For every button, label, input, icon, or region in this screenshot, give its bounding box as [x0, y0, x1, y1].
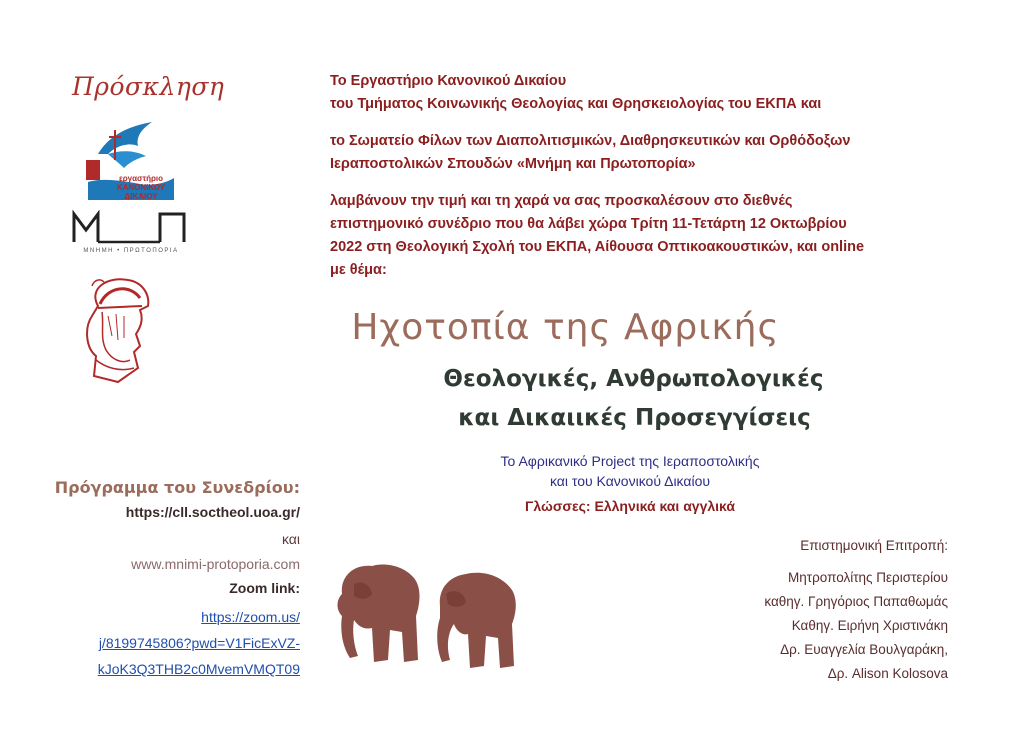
- subtitle-text: και Δικαιικές Προσεγγίσεις: [458, 405, 811, 431]
- elephant-icon: [332, 560, 432, 670]
- link-mnimi[interactable]: www.mnimi-protoporia.com: [131, 556, 300, 572]
- intro-line: του Τμήματος Κοινωνικής Θεολογίας και Θρησκειολογίας του ΕΚΠΑ και: [330, 96, 822, 112]
- project-line: και του Κανονικού Δικαίου: [549, 473, 711, 489]
- invitation-title: Πρόσκληση: [72, 72, 225, 101]
- intro-line: το Σωματείο Φίλων των Διαπολιτισμικών, Διαθρησκευτικών και Ορθόδοξων: [330, 133, 851, 149]
- committee-member: Μητροπολίτης Περιστερίου: [787, 570, 948, 585]
- mnimi-protoporia-icon: [72, 210, 190, 244]
- committee: [764, 534, 948, 686]
- program-heading: Πρόγραμμα του Συνεδρίου:: [54, 478, 300, 497]
- zoom-label: Zoom link:: [229, 580, 300, 596]
- canon-law-lab-label: εργαστήριο ΚΑΝΟΝΙΚΟΥ ΔΙΚΑΙΟΥ: [116, 174, 166, 201]
- canon-law-lab-logo: [80, 120, 180, 202]
- committee-member: Καθηγ. Ειρήνη Χριστινάκη: [791, 618, 948, 633]
- link-cll[interactable]: https://cll.soctheol.uoa.gr/: [125, 504, 300, 520]
- zoom-link-line[interactable]: kJoK3Q3THB2c0MvemVMQT09: [97, 661, 300, 677]
- languages: Γλώσσες: Ελληνικά και αγγλικά: [525, 498, 735, 514]
- zoom-link-line[interactable]: j/8199745806?pwd=V1FicExVZ-: [98, 635, 300, 651]
- committee-heading: Επιστημονική Επιτροπή:: [800, 538, 948, 553]
- intro-line: λαμβάνουν την τιμή και τη χαρά να σας προσκαλέσουν στο διεθνές: [330, 193, 793, 209]
- conference-subtitle-2: [0, 405, 1024, 431]
- intro-paragraph-2: [330, 130, 970, 176]
- committee-member: Δρ. Alison Kolosova: [827, 666, 948, 681]
- zoom-link[interactable]: [98, 604, 300, 682]
- conference-subtitle-1: [0, 366, 1024, 392]
- conference-title: [0, 307, 1024, 348]
- elephant-icon: [432, 566, 524, 676]
- intro-line: Ιεραποστολικών Σπουδών «Μνήμη και Πρωτοπορία»: [330, 156, 696, 172]
- intro-paragraph-1: [330, 70, 970, 116]
- project-description: [380, 451, 880, 491]
- project-line: Το Αφρικανικό Project της Ιεραποστολικής: [500, 453, 760, 469]
- mnimi-protoporia-logo: [72, 210, 190, 258]
- intro-paragraph-3: [330, 190, 970, 282]
- intro-line: επιστημονικό συνέδριο που θα λάβει χώρα Τρίτη 11-Τετάρτη 12 Οκτωβρίου: [330, 216, 847, 232]
- intro-line: Το Εργαστήριο Κανονικού Δικαίου: [330, 73, 567, 89]
- conference-title-text: Ηχοτοπία της Αφρικής: [351, 307, 780, 348]
- mnimi-caption: ΜΝΗΜΗ • ΠΡΩΤΟΠΟΡΙΑ: [83, 248, 179, 254]
- and-text: και: [281, 531, 300, 547]
- committee-member: Δρ. Ευαγγελία Βουλγαράκη,: [780, 642, 948, 657]
- subtitle-text: Θεολογικές, Ανθρωπολογικές: [443, 366, 824, 392]
- intro-line: 2022 στη Θεολογική Σχολή του ΕΚΠΑ, Αίθουσα Οπτικοακουστικών, και online: [330, 239, 865, 255]
- committee-member: καθηγ. Γρηγόριος Παπαθωμάς: [764, 594, 948, 609]
- intro-line: με θέμα:: [330, 262, 387, 278]
- zoom-link-line[interactable]: https://zoom.us/: [201, 609, 300, 625]
